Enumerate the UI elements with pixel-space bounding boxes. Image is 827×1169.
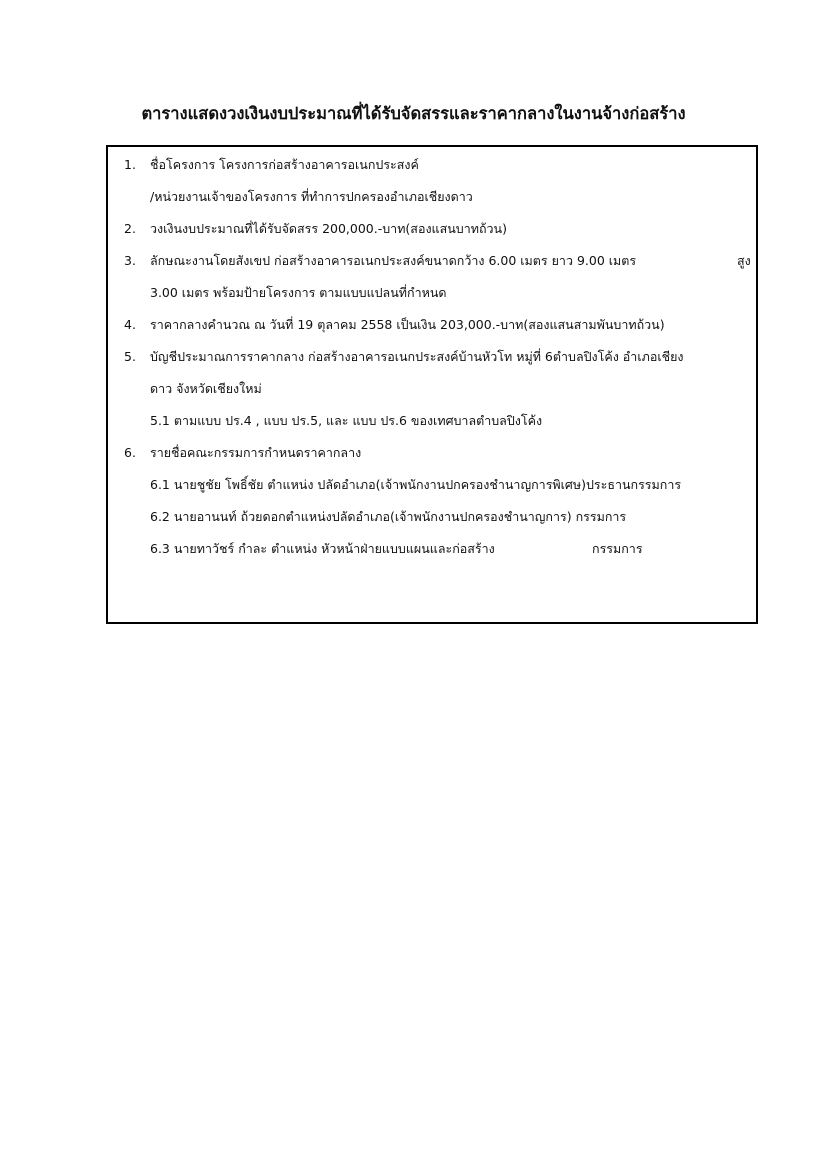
item-5-1-text: 5.1 ตามแบบ ปร.4 , แบบ ปร.5, และ แบบ ปร.6 ของเทศบาลตำบลปิงโค้ง (150, 413, 543, 428)
item-5-continuation: ดาว จังหวัดเชียงใหม่ (150, 381, 262, 396)
item-3-text: ลักษณะงานโดยสังเขป ก่อสร้างอาคารอเนกประสงค์ขนาดกว้าง 6.00 เมตร ยาว 9.00 เมตร (150, 253, 637, 268)
document-title: ตารางแสดงวงเงินงบประมาณที่ได้รับจัดสรรและราคากลางในงานจ้างก่อสร้าง (141, 104, 686, 123)
item-6-number: 6. (124, 445, 136, 460)
item-5-number: 5. (124, 349, 136, 364)
item-4-number: 4. (124, 317, 136, 332)
item-2-text: วงเงินงบประมาณที่ได้รับจัดสรร 200,000.-บาท(สองแสนบาทถ้วน) (150, 221, 507, 236)
item-1-number: 1. (124, 157, 136, 172)
item-4-text: ราคากลางคำนวณ ณ วันที่ 19 ตุลาคม 2558 เป็นเงิน 203,000.-บาท(สองแสนสามพันบาทถ้วน) (150, 317, 665, 332)
item-6-text: รายชื่อคณะกรรมการกำหนดราคากลาง (150, 445, 362, 460)
item-6-1-text: 6.1 นายชูชัย โพธิ์ชัย ตำแหน่ง ปลัดอำเภอ(เจ้าพนักงานปกครองชำนาญการพิเศษ)ประธานกรรมการ (150, 477, 682, 492)
item-3-continuation: 3.00 เมตร พร้อมป้ายโครงการ ตามแบบแปลนที่กำหนด (150, 285, 447, 300)
item-3-tail: สูง (737, 253, 751, 268)
item-3-number: 3. (124, 253, 136, 268)
item-6-3-text: 6.3 นายทาวัชร์ กำละ ตำแหน่ง หัวหน้าฝ่ายแบบแผนและก่อสร้าง (150, 541, 495, 556)
item-6-2-text: 6.2 นายอานนท์ ถ้วยดอกตำแหน่งปลัดอำเภอ(เจ้าพนักงานปกครองชำนาญการ) กรรมการ (150, 509, 627, 524)
item-5-text: บัญชีประมาณการราคากลาง ก่อสร้างอาคารอเนกประสงค์บ้านหัวโท หมู่ที่ 6ตำบลปิงโค้ง อำเภอเชียง (150, 349, 684, 364)
item-6-3-tail: กรรมการ (592, 541, 643, 556)
item-1-continuation: /หน่วยงานเจ้าของโครงการ ที่ทำการปกครองอำเภอเชียงดาว (150, 189, 473, 204)
item-1-text: ชื่อโครงการ โครงการก่อสร้างอาคารอเนกประสงค์ (150, 157, 419, 172)
item-2-number: 2. (124, 221, 136, 236)
